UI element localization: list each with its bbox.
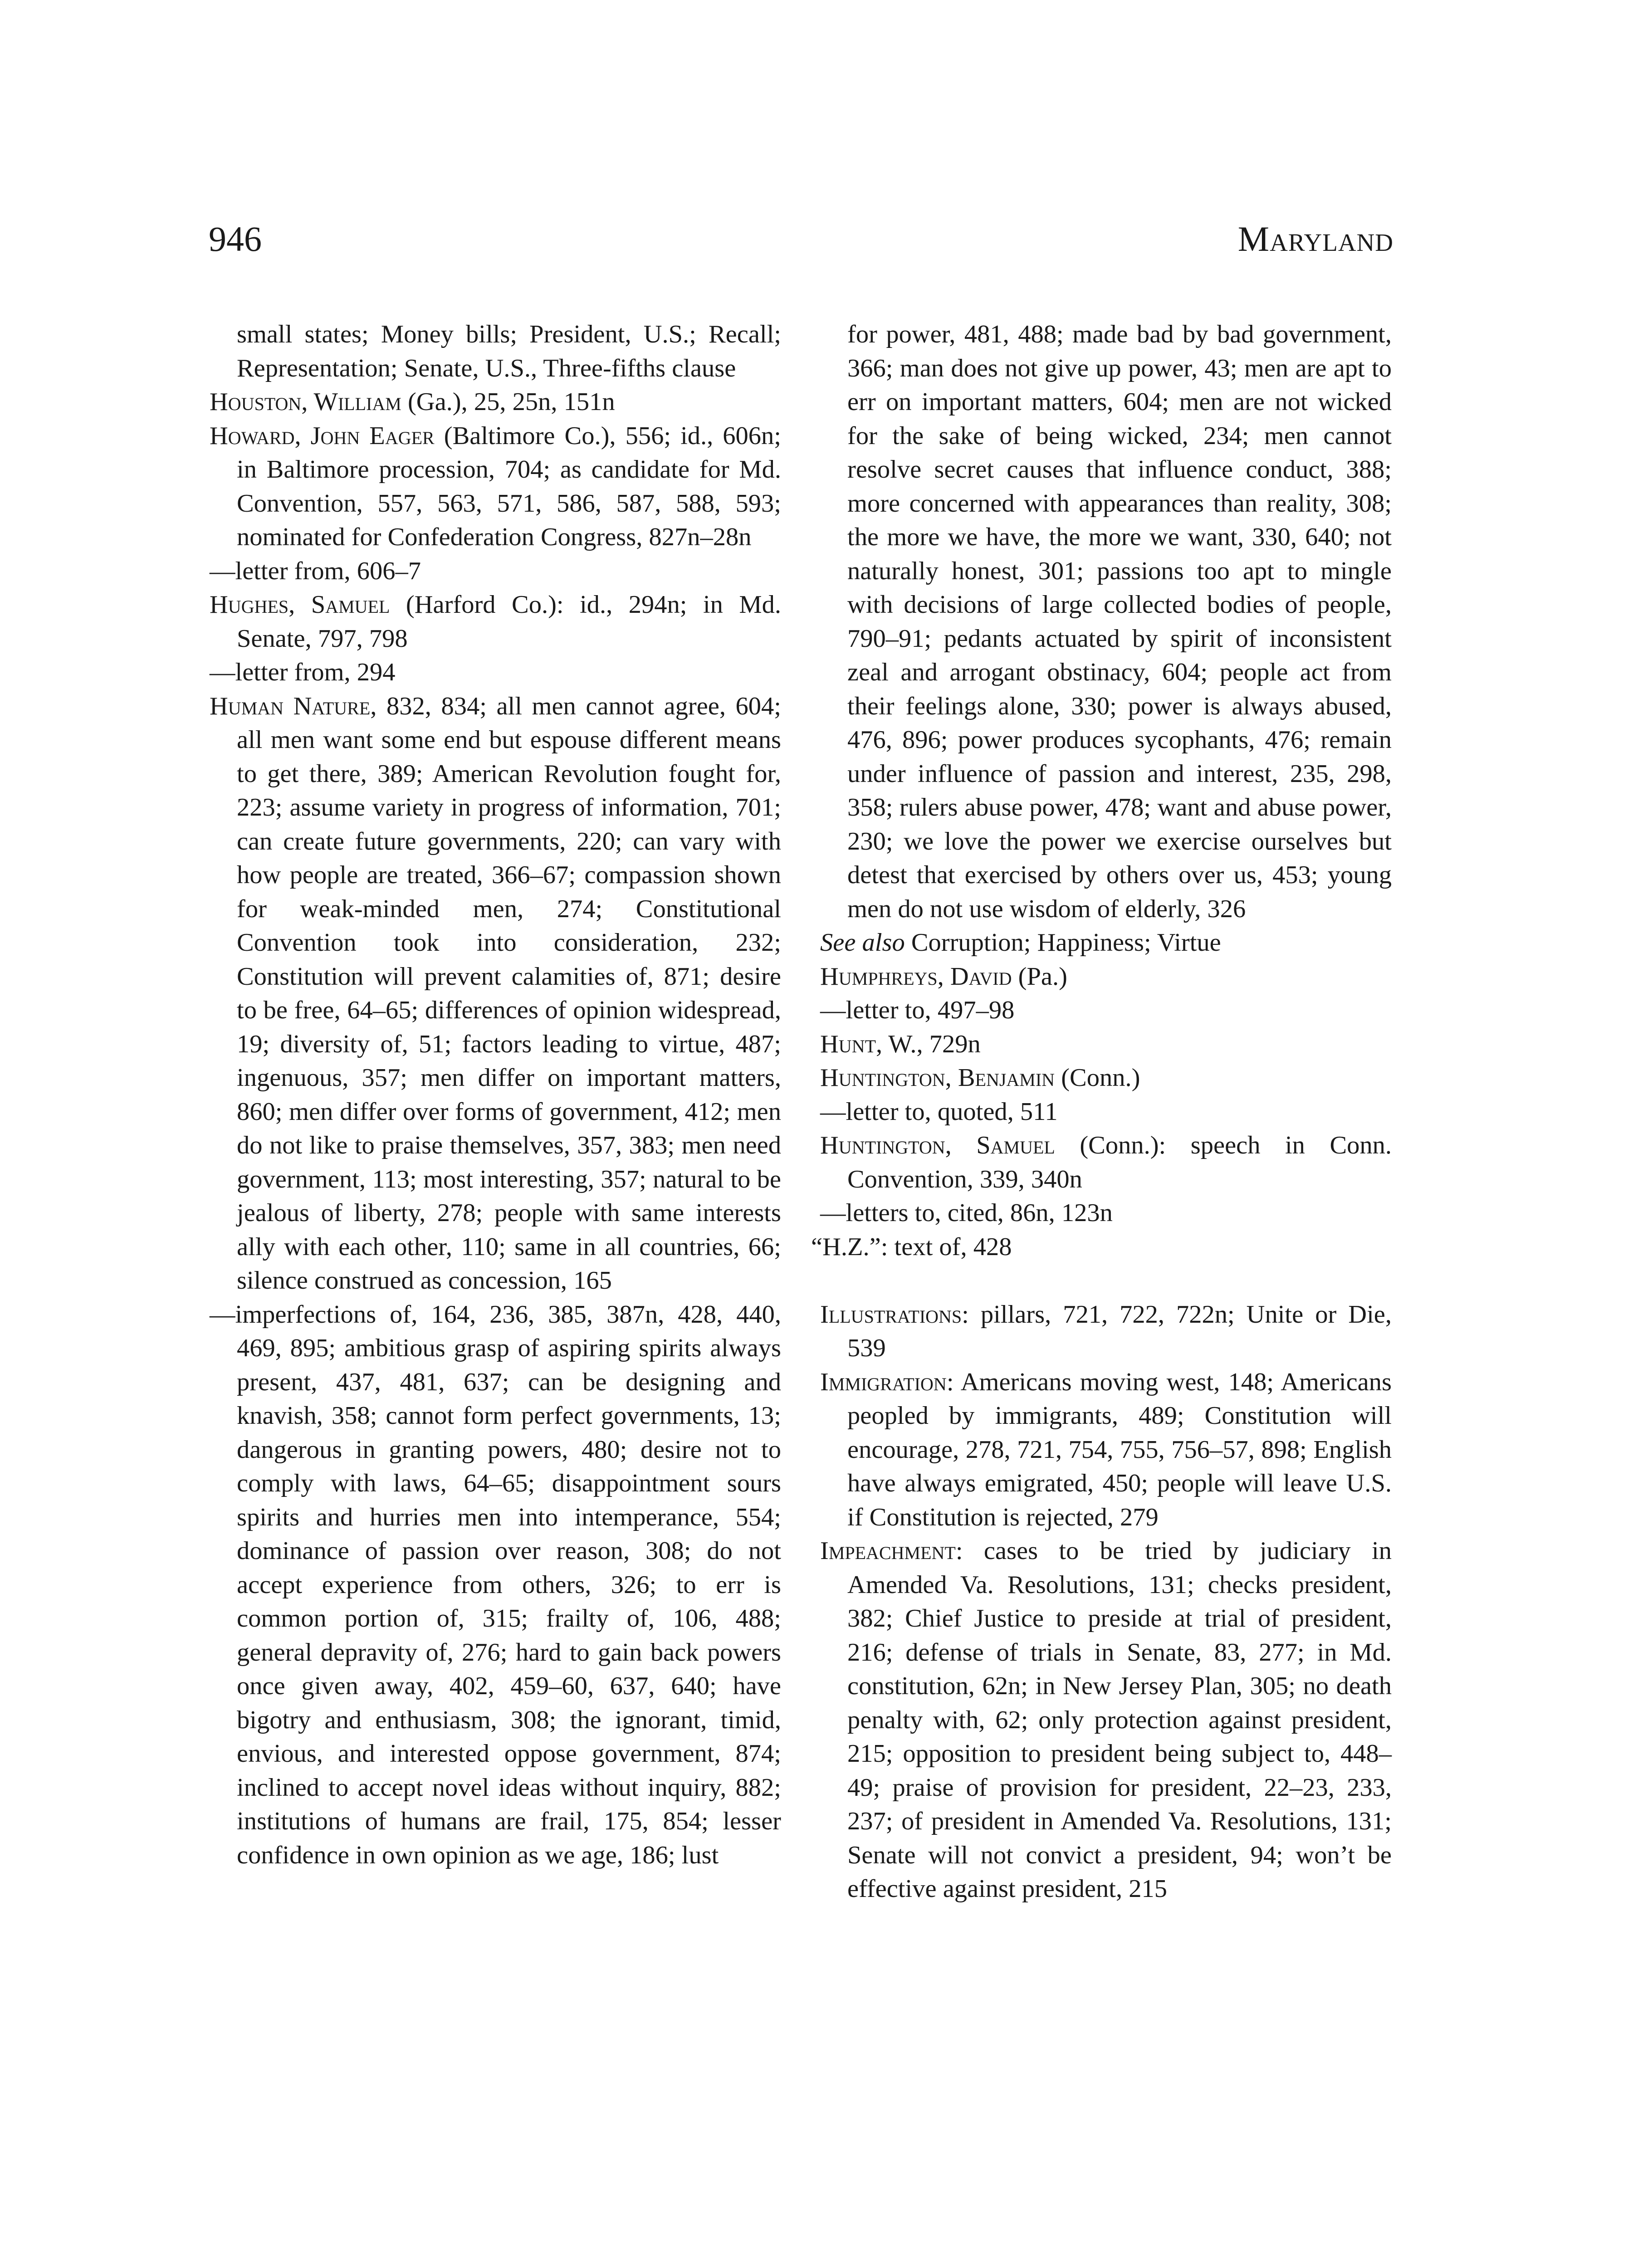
entry-heading: Huntington, Samuel (820, 1131, 1055, 1159)
index-subentry: —imperfections of, 164, 236, 385, 387n, 428, 440, 469, 895; ambitious grasp of aspiring spirits always present, 437, 481, 637; can be designing and knavish, 358; cannot form perfect governments, 13; dangerous in granting powers, 480; desire not to comply with laws, 64–65; disappointment sours spirits and hurries men into intemperance, 554; dominance of passion over reason, 308; do not accept experience from others, 326; to err is common portion of, 315; frailty of, 106, 488; general depravity of, 276; hard to gain back powers once given away, 402, 459–60, 637, 640; have bigotry and enthusiasm, 308; the ignorant, timid, envious, and interested oppose government, 874; inclined to accept novel ideas without inquiry, 882; institutions of humans are frail, 175, 854; lesser confidence in own opinion as we age, 186; lust (210, 1300, 781, 1869)
index-subentry: —letter to, quoted, 511 (820, 1097, 1058, 1126)
entry-heading: Impeachment (820, 1537, 956, 1565)
entry-heading: Hunt, W. (820, 1030, 917, 1058)
index-subentry: —letter to, 497–98 (820, 996, 1015, 1024)
index-entry: Hughes, Samuel (Harford Co.): id., 294n; in Md. Senate, 797, 798 (210, 591, 781, 653)
letter-group-gap (820, 1264, 1392, 1298)
right-column (811, 318, 1392, 1906)
index-subentry: —letter from, 606–7 (210, 557, 421, 585)
index-entry: Huntington, Samuel (Conn.): speech in Conn. Convention, 339, 340n (820, 1131, 1392, 1193)
entry-heading: Hughes, Samuel (210, 591, 390, 619)
see-also-entry: See also Corruption; Happiness; Virtue (820, 929, 1221, 957)
running-head: Maryland (1237, 219, 1393, 259)
entry-heading: Humphreys, David (820, 962, 1012, 991)
index-subentry: —letter from, 294 (210, 658, 396, 686)
index-entry: Hunt, W., 729n (820, 1030, 981, 1058)
left-column (210, 318, 781, 1872)
index-entry: for power, 481, 488; made bad by bad government, 366; man does not give up power, 43; men are apt to err on important matters, 604; men are not wicked for the sake of being wicked, 234; men cannot resolve secret causes that influence conduct, 388; more concerned with appearances than reality, 308; the more we have, the more we want, 330, 640; not naturally honest, 301; passions too apt to mingle with decisions of large collected bodies of people, 790–91; pedants actuated by spirit of inconsistent zeal and arrogant obstinacy, 604; people act from their feelings alone, 330; power is always abused, 476, 896; power produces sycophants, 476; remain under influence of passion and interest, 235, 298, 358; rulers abuse power, 478; want and abuse power, 230; we love the power we exercise ourselves but detest that exercised by others over us, 453; young men do not use wisdom of elderly, 326 (847, 320, 1392, 923)
index-entry: Immigration: Americans moving west, 148; Americans peopled by immigrants, 489; Constitution will encourage, 278, 721, 754, 755, 756–57, 898; English have always emigrated, 450; people will leave U.S. if Constitution is rejected, 279 (820, 1368, 1392, 1531)
entry-heading: Howard, John Eager (210, 421, 435, 450)
page-number: 946 (209, 219, 262, 259)
index-entry: Huntington, Benjamin (Conn.) (820, 1064, 1140, 1092)
entry-heading: Immigration (820, 1368, 947, 1396)
index-entry: Houston, William (Ga.), 25, 25n, 151n (210, 388, 615, 416)
index-entry: Howard, John Eager (Baltimore Co.), 556; id., 606n; in Baltimore procession, 704; as candidate for Md. Convention, 557, 563, 571, 586, 587, 588, 593; nominated for Confederation Congress, 827n–28n (210, 421, 781, 551)
index-entry: small states; Money bills; President, U.S.; Recall; Representation; Senate, U.S., Three-fifths clause (237, 320, 781, 382)
entry-heading: Illustrations (820, 1300, 962, 1329)
index-subentry: —letters to, cited, 86n, 123n (820, 1199, 1113, 1227)
entry-heading: Human Nature (210, 692, 371, 720)
index-entry: “H.Z.”: text of, 428 (811, 1232, 1012, 1261)
entry-heading: Huntington, Benjamin (820, 1064, 1055, 1092)
index-entry: Illustrations: pillars, 721, 722, 722n; Unite or Die, 539 (820, 1300, 1392, 1362)
index-entry: Human Nature, 832, 834; all men cannot agree, 604; all men want some end but espouse different means to get there, 389; American Revolution fought for, 223; assume variety in progress of information, 701; can create future governments, 220; can vary with how people are treated, 366–67; compassion shown for weak-minded men, 274; Constitutional Convention took into consideration, 232; Constitution will prevent calamities of, 871; desire to be free, 64–65; differences of opinion widespread, 19; diversity of, 51; factors leading to virtue, 487; ingenuous, 357; men differ on important matters, 860; men differ over forms of government, 412; men do not like to praise themselves, 357, 383; men need government, 113; most interesting, 357; natural to be jealous of liberty, 278; people with same interests ally with each other, 110; same in all countries, 66; silence construed as concession, 165 (210, 692, 781, 1295)
see-also-label: See also (820, 929, 905, 957)
entry-heading: Houston, William (210, 388, 401, 416)
index-entry: Humphreys, David (Pa.) (820, 962, 1067, 991)
index-entry: Impeachment: cases to be tried by judiciary in Amended Va. Resolutions, 131; checks president, 382; Chief Justice to preside at trial of president, 216; defense of trials in Senate, 83, 277; in Md. constitution, 62n; in New Jersey Plan, 305; no death penalty with, 62; only protection against president, 215; opposition to president being subject to, 448–49; praise of provision for president, 22–23, 233, 237; of president in Amended Va. Resolutions, 131; Senate will not convict a president, 94; won’t be effective against president, 215 (820, 1537, 1392, 1903)
